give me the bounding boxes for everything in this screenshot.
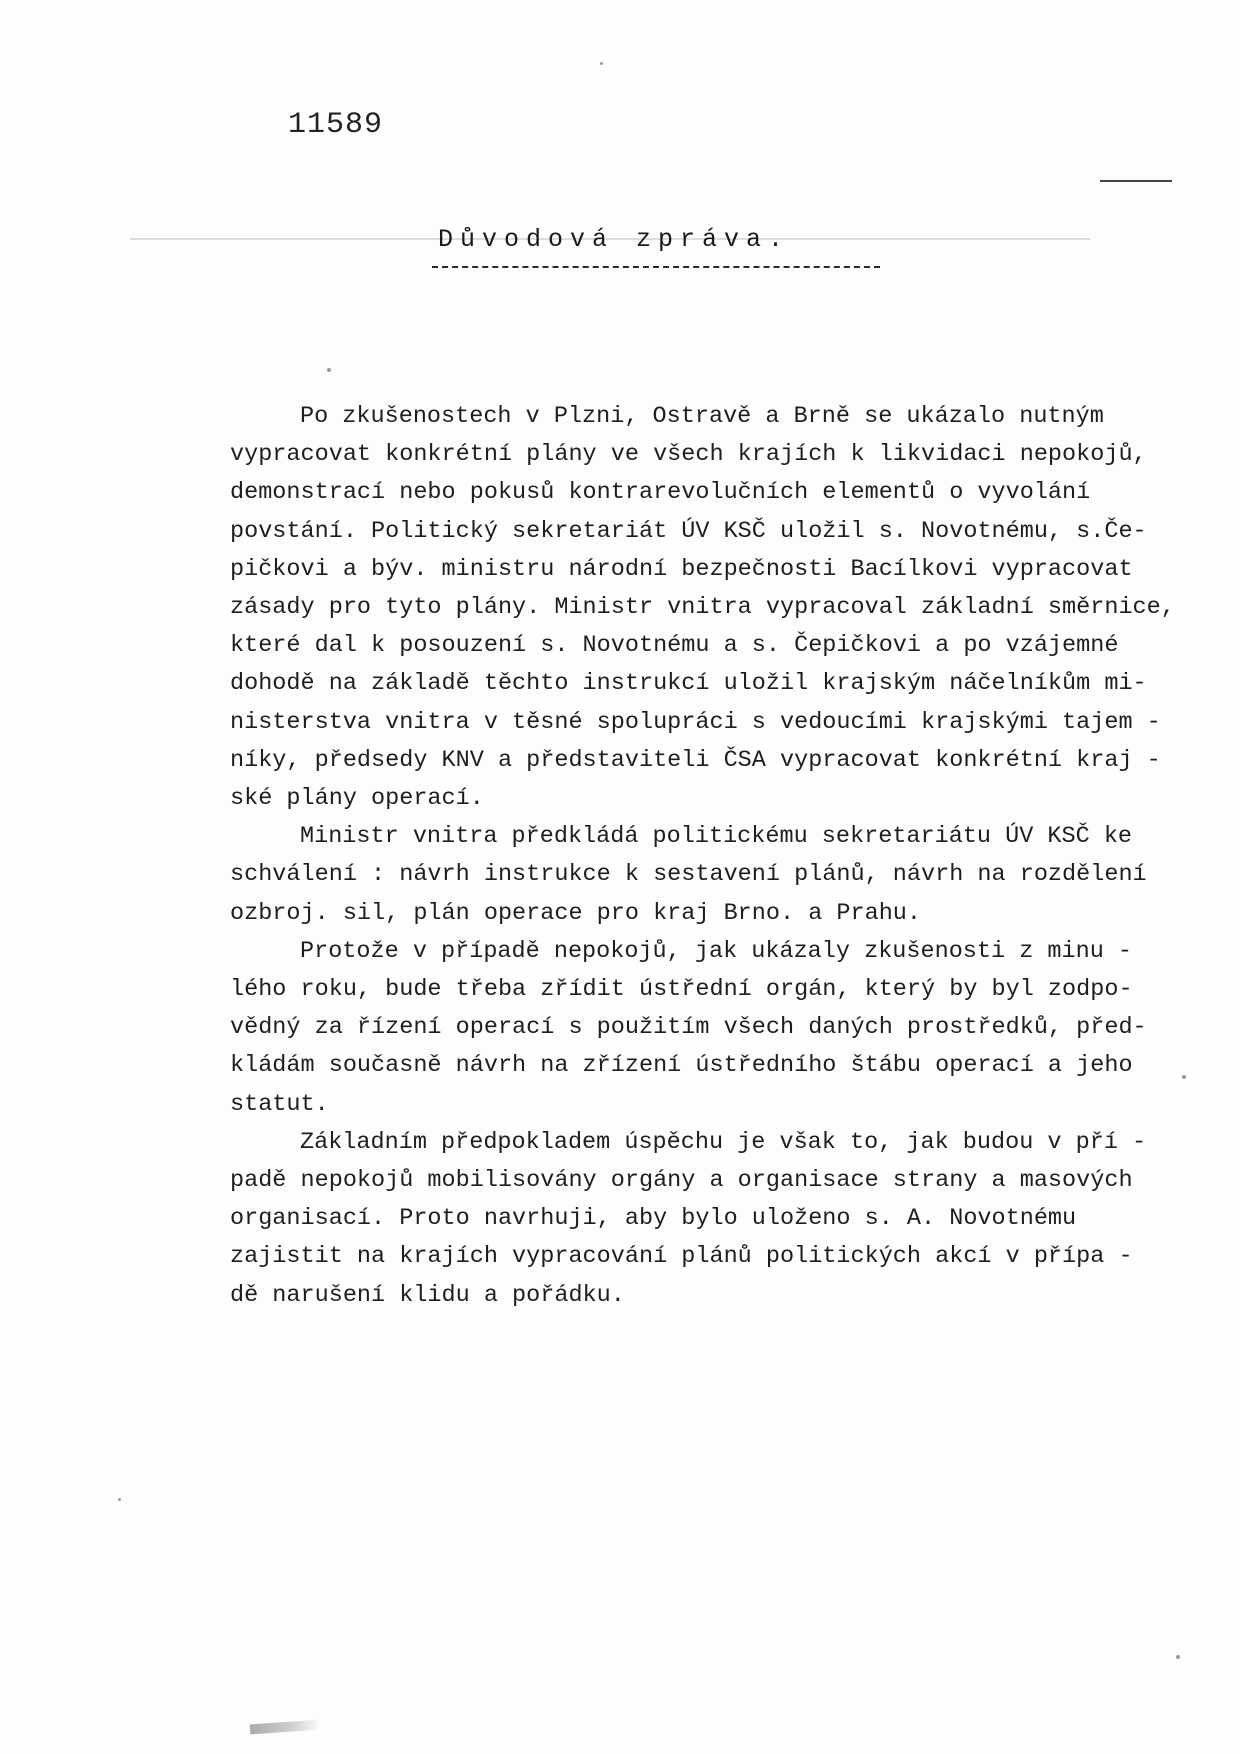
text-line: pičkovi a býv. ministru národní bezpečnosti Bacílkovi vypracovat bbox=[230, 555, 1133, 583]
scan-speck bbox=[600, 62, 603, 65]
text-line: demonstrací nebo pokusů kontrarevolučních elementů o vyvolání bbox=[230, 479, 1091, 507]
text-line: vědný za řízení operací s použitím všech daných prostředků, před- bbox=[230, 1014, 1147, 1042]
text-line: Základním předpokladem úspěchu je však to, jak budou v pří - bbox=[300, 1128, 1147, 1156]
text-line: dě narušení klidu a pořádku. bbox=[230, 1281, 625, 1309]
text-line: nisterstva vnitra v těsné spolupráci s vedoucími krajskými tajem - bbox=[230, 708, 1161, 736]
text-line: ské plány operací. bbox=[230, 785, 484, 813]
scan-speck bbox=[1182, 1075, 1186, 1079]
text-line: lého roku, bude třeba zřídit ústřední orgán, který by byl zodpo- bbox=[230, 976, 1133, 1004]
text-line: vypracovat konkrétní plány ve všech krajích k likvidaci nepokojů, bbox=[230, 441, 1147, 469]
text-line: které dal k posouzení s. Novotnému a s. Čepičkovi a po vzájemné bbox=[230, 632, 1119, 660]
paragraph-2 bbox=[230, 818, 1220, 933]
text-line: zásady pro tyto plány. Ministr vnitra vypracoval základní směrnice, bbox=[230, 594, 1175, 622]
text-line: Protože v případě nepokojů, jak ukázaly zkušenosti z minu - bbox=[300, 937, 1133, 965]
text-line: zajistit na krajích vypracování plánů politických akcí v přípa - bbox=[230, 1243, 1133, 1271]
text-line: statut. bbox=[230, 1090, 329, 1118]
text-line: Po zkušenostech v Plzni, Ostravě a Brně se ukázalo nutným bbox=[300, 403, 1104, 430]
text-line: povstání. Politický sekretariát ÚV KSČ uložil s. Novotnému, s.Če- bbox=[230, 517, 1147, 545]
text-line: dohodě na základě těchto instrukcí uložil krajským náčelníkům mi- bbox=[230, 670, 1147, 698]
text-line: ozbroj. sil, plán operace pro kraj Brno. a Prahu. bbox=[230, 899, 922, 927]
scan-speck bbox=[118, 1498, 121, 1501]
document-body bbox=[230, 398, 1220, 1315]
text-line: padě nepokojů mobilisovány orgány a organisace strany a masových bbox=[230, 1167, 1133, 1195]
scan-smudge bbox=[250, 1720, 321, 1735]
paragraph-3 bbox=[230, 933, 1220, 1124]
title-underline bbox=[432, 266, 880, 268]
margin-rule bbox=[1100, 180, 1172, 182]
scan-speck bbox=[327, 368, 331, 372]
document-title: Důvodová zpráva. bbox=[438, 225, 791, 254]
scan-speck bbox=[1176, 1655, 1180, 1659]
paragraph-4 bbox=[230, 1124, 1220, 1315]
paragraph-1 bbox=[230, 398, 1220, 818]
text-line: organisací. Proto navrhuji, aby bylo uloženo s. A. Novotnému bbox=[230, 1205, 1077, 1233]
text-line: Ministr vnitra předkládá politickému sekretariátu ÚV KSČ ke bbox=[300, 823, 1133, 851]
text-line: kládám současně návrh na zřízení ústředního štábu operací a jeho bbox=[230, 1052, 1133, 1080]
document-number: 11589 bbox=[288, 108, 384, 142]
text-line: níky, předsedy KNV a představiteli ČSA vypracovat konkrétní kraj - bbox=[230, 746, 1161, 774]
text-line: schválení : návrh instrukce k sestavení plánů, návrh na rozdělení bbox=[230, 861, 1147, 889]
